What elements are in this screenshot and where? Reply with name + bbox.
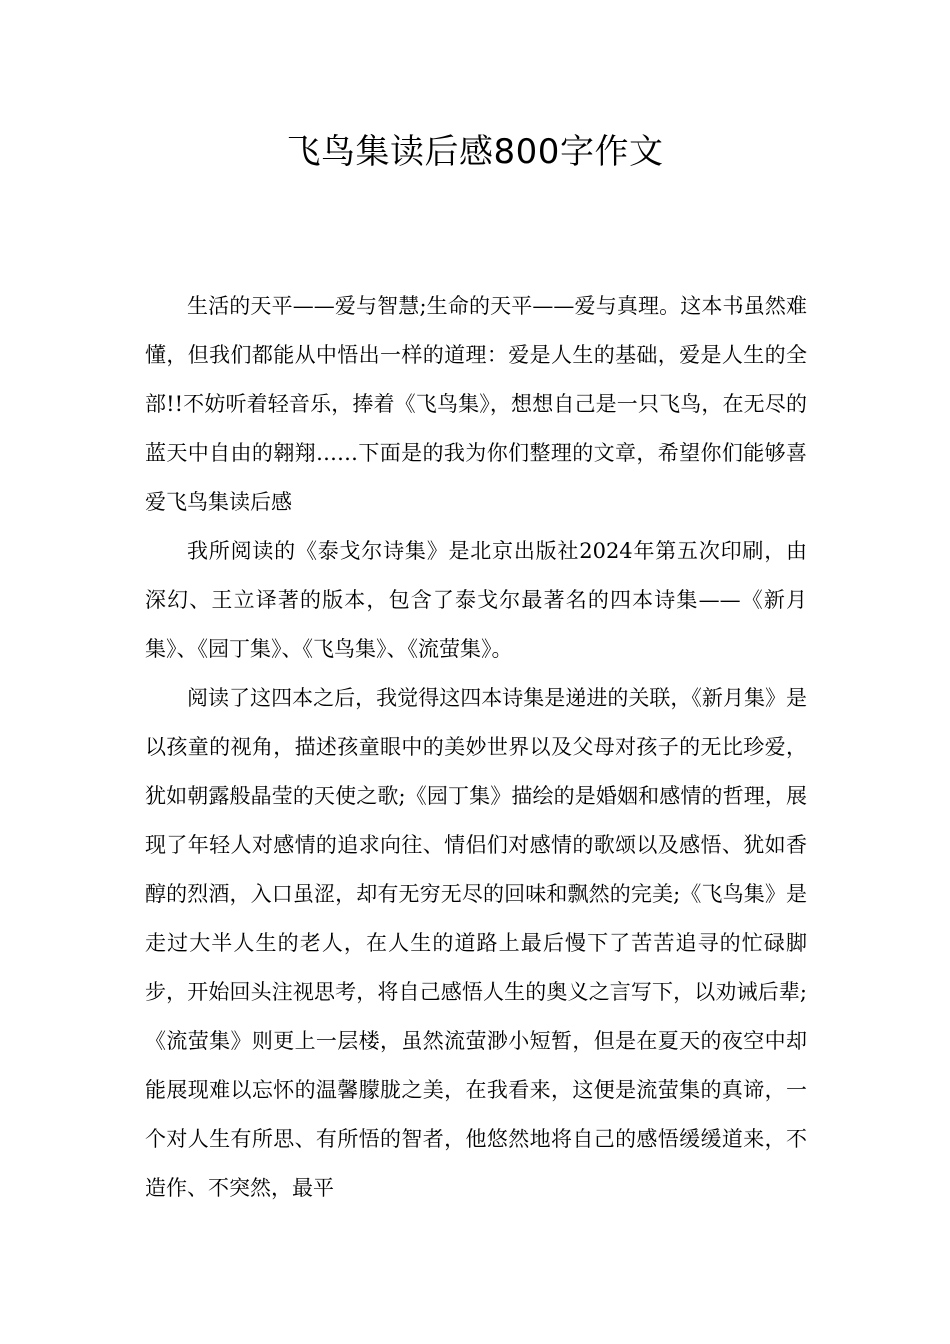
paragraph-analysis: 阅读了这四本之后，我觉得这四本诗集是递进的关联，《新月集》是以孩童的视角，描述孩童眼中的美妙世界以及父母对孩子的无比珍爱，犹如朝露般晶莹的天使之歌;《园丁集》描绘的是婚姻和感情的哲理，展现了年轻人对感情的追求向往、情侣们对感情的歌颂以及感悟、犹如香醇的烈酒，入口虽涩，却有无穷无尽的回味和飘然的完美;《飞鸟集》是走过大半人生的老人，在人生的道路上最后慢下了苦苦追寻的忙碌脚步，开始回头注视思考，将自己感悟人生的奥义之言写下，以劝诫后辈;《流萤集》则更上一层楼，虽然流萤渺小短暂，但是在夏天的夜空中却能展现难以忘怀的温馨朦胧之美，在我看来，这便是流萤集的真谛，一个对人生有所思、有所悟的智者，他悠然地将自己的感悟缓缓道来，不造作、不突然，最平 bbox=[145, 686, 807, 1200]
article-body bbox=[145, 282, 807, 1213]
page-title: 飞鸟集读后感800字作文 bbox=[286, 132, 664, 172]
paragraph-intro: 生活的天平——爱与智慧;生命的天平——爱与真理。这本书虽然难懂，但我们都能从中悟出一样的道理：爱是人生的基础，爱是人生的全部!!不妨听着轻音乐，捧着《飞鸟集》，想想自己是一只飞鸟，在无尽的蓝天中自由的翱翔……下面是的我为你们整理的文章，希望你们能够喜爱飞鸟集读后感 bbox=[145, 294, 807, 514]
paragraph-edition: 我所阅读的《泰戈尔诗集》是北京出版社2024年第五次印刷，由深幻、王立译著的版本，包含了泰戈尔最著名的四本诗集——《新月集》、《园丁集》、《飞鸟集》、《流萤集》。 bbox=[145, 539, 807, 661]
